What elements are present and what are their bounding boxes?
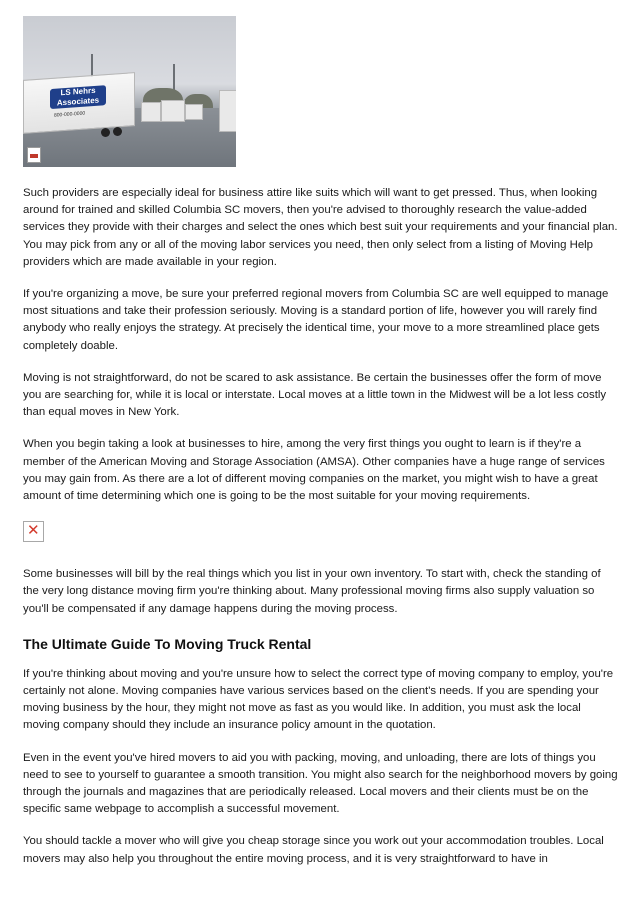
paragraph: Some businesses will bill by the real things which you list in your own inventory. To start with, check the standing of the very long distance moving firm you're thinking about. Many professional moving firms also supply valuation so you'll be compensated if any damage happens during the moving process. xyxy=(23,568,601,615)
document-page xyxy=(23,16,618,868)
distant-truck xyxy=(185,104,203,120)
trailer-wheel xyxy=(113,127,122,136)
paragraph: If you're organizing a move, be sure your preferred regional movers from Columbia SC are well equipped to manage most situations and take their profession seriously. Moving is a standard portion of life, however you will rarely find anybody who really enjoys the strategy. At precisely the identical time, your move to a more streamlined place gets completely doable. xyxy=(23,288,609,352)
paragraph: Even in the event you've hired movers to aid you with packing, moving, and unloading, there are lots of things you need to see to yourself to guarantee a smooth transition. You might also search for the neighborhood movers by going through the journals and magazines that are periodically released. Local movers and their clients must be on the specific same webpage to accomplish a successful movement. xyxy=(23,751,618,816)
moving-trucks-photo xyxy=(23,16,236,167)
distant-truck xyxy=(161,100,185,122)
trailer-phone: 800-000-0000 xyxy=(54,110,86,119)
truck-cab xyxy=(219,90,236,132)
paragraph: Moving is not straightforward, do not be scared to ask assistance. Be certain the businesses offer the form of move you are searching for, while it is local or interstate. Local moves at a little town in the Midwest will be a lot less costly than equal moves in New York. xyxy=(23,371,607,419)
distant-truck xyxy=(141,102,161,122)
paragraph: Such providers are especially ideal for business attire like suits which will want to get pressed. Thus, when looking around for trained and skilled Columbia SC movers, then you're advised to thoroughly research the value-added services they provide with their charges and select the ones which best suit your requirements and your financial plan. You may pick from any or all of the moving labor services you need, then only select from a listing of Moving Help providers which are made available in your region. xyxy=(23,187,618,268)
moving-trailer xyxy=(23,72,135,134)
section-heading: The Ultimate Guide To Moving Truck Rental xyxy=(23,635,312,652)
trailer-wheel xyxy=(101,128,110,137)
broken-image-icon: ✕ xyxy=(23,521,44,542)
paragraph: When you begin taking a look at businesses to hire, among the very first things you ought to learn is if they're a member of the American Moving and Storage Association (AMSA). Other companies have a huge range of services you may gain from. As there are a lot of different moving companies on the market, you might wish to have a great amount of time determining which one is going to be the most suitable for your moving requirements. xyxy=(23,438,605,503)
paragraph: You should tackle a mover who will give you cheap storage since you work out your accommodation troubles. Local movers may also help you throughout the entire moving process, and it is very straightforward to have in xyxy=(23,835,604,865)
paragraph: If you're thinking about moving and you're unsure how to select the correct type of moving company to employ, you're certainly not alone. Moving companies have various services based on the client's needs. If you are spending your moving business by the hour, they might not move as fast as you would like. In addition, you must ask the local moving company should they include an insurance policy amount in the quotation. xyxy=(23,667,614,732)
photo-corner-icon xyxy=(27,147,41,163)
trailer-logo: LS Nehrs Associates xyxy=(50,85,106,109)
